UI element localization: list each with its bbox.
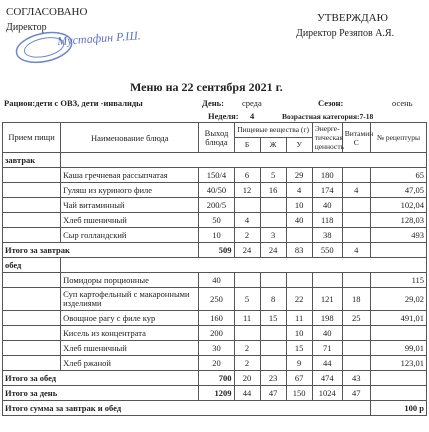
table-row — [3, 198, 427, 213]
table-row — [3, 356, 427, 371]
total-protein: 20 — [234, 371, 260, 386]
table-row — [3, 273, 427, 288]
dish-recipe: 47,05 — [370, 183, 426, 198]
total-vitamin: 4 — [342, 243, 370, 258]
dish-energy: 121 — [312, 288, 342, 311]
total-yield: 509 — [199, 243, 234, 258]
dish-vitamin — [342, 168, 370, 183]
season-value: осень — [392, 98, 413, 108]
dish-name: Хлеб ржаной — [61, 356, 199, 371]
total-yield: 1209 — [199, 386, 234, 401]
dish-yield: 160 — [199, 311, 234, 326]
dish-protein: 2 — [234, 356, 260, 371]
dish-energy: 180 — [312, 168, 342, 183]
dish-energy: 40 — [312, 198, 342, 213]
col-nutrients: Пищевые вещества (г) — [234, 123, 312, 138]
dish-protein — [234, 273, 260, 288]
dish-carb: 15 — [286, 341, 312, 356]
dish-protein: 2 — [234, 228, 260, 243]
dish-carb: 29 — [286, 168, 312, 183]
dish-fat: 5 — [260, 168, 286, 183]
col-meal: Прием пищи — [3, 123, 61, 153]
breakfast-total-row — [3, 243, 427, 258]
dish-carb — [286, 228, 312, 243]
dish-yield: 150/4 — [199, 168, 234, 183]
dish-yield: 30 — [199, 341, 234, 356]
dish-carb: 22 — [286, 288, 312, 311]
col-protein: Б — [234, 138, 260, 153]
total-vitamin: 47 — [342, 386, 370, 401]
col-dish: Наименование блюда — [61, 123, 199, 153]
col-fat: Ж — [260, 138, 286, 153]
week-label: Неделя: — [208, 111, 239, 121]
dish-yield: 40/50 — [199, 183, 234, 198]
dish-recipe: 102,04 — [370, 198, 426, 213]
total-protein: 24 — [234, 243, 260, 258]
dish-fat: 3 — [260, 228, 286, 243]
dish-energy — [312, 273, 342, 288]
dish-recipe: 491,01 — [370, 311, 426, 326]
total-carb: 150 — [286, 386, 312, 401]
dish-name: Сыр голландский — [61, 228, 199, 243]
menu-table — [2, 122, 427, 416]
signature: Мустафин Р.Ш. — [56, 28, 142, 49]
lunch-total-label: Итого за обед — [3, 371, 199, 386]
age-category-label: Возрастная категория:7-18 — [282, 112, 374, 121]
dish-yield: 20 — [199, 356, 234, 371]
total-energy: 474 — [312, 371, 342, 386]
dish-protein: 4 — [234, 213, 260, 228]
dish-fat — [260, 198, 286, 213]
total-carb: 67 — [286, 371, 312, 386]
dish-yield: 50 — [199, 213, 234, 228]
breakfast-total-label: Итого за завтрак — [3, 243, 199, 258]
dish-recipe: 99,01 — [370, 341, 426, 356]
day-total-row — [3, 386, 427, 401]
dish-vitamin — [342, 198, 370, 213]
col-vitamin: Витамин С — [342, 123, 370, 153]
dish-fat — [260, 356, 286, 371]
dish-fat — [260, 273, 286, 288]
dish-yield: 200/5 — [199, 198, 234, 213]
sum-total-value: 100 р — [370, 401, 426, 416]
table-row — [3, 288, 427, 311]
dish-fat: 8 — [260, 288, 286, 311]
dish-vitamin — [342, 356, 370, 371]
col-energy: Энерге-тическая ценность — [312, 123, 342, 153]
table-row — [3, 153, 427, 168]
dish-protein: 11 — [234, 311, 260, 326]
dish-vitamin — [342, 326, 370, 341]
table-row — [3, 326, 427, 341]
dish-protein — [234, 326, 260, 341]
dish-fat — [260, 341, 286, 356]
dish-yield: 200 — [199, 326, 234, 341]
col-yield: Выход блюда — [199, 123, 234, 153]
day-total-label: Итого за день — [3, 386, 199, 401]
dish-energy: 198 — [312, 311, 342, 326]
total-energy: 550 — [312, 243, 342, 258]
table-row — [3, 228, 427, 243]
total-vitamin: 43 — [342, 371, 370, 386]
dish-recipe: 65 — [370, 168, 426, 183]
approved-left-label: СОГЛАСОВАНО — [6, 6, 88, 18]
dish-vitamin — [342, 341, 370, 356]
total-energy: 1024 — [312, 386, 342, 401]
dish-yield: 10 — [199, 228, 234, 243]
dish-yield: 40 — [199, 273, 234, 288]
dish-energy: 118 — [312, 213, 342, 228]
total-fat: 24 — [260, 243, 286, 258]
dish-protein: 6 — [234, 168, 260, 183]
dish-carb: 10 — [286, 326, 312, 341]
day-value: среда — [242, 98, 262, 108]
dish-name: Суп картофельный с макаронными изделиями — [61, 288, 199, 311]
director-left-label: Директор — [6, 22, 47, 33]
table-row — [3, 341, 427, 356]
total-yield: 700 — [199, 371, 234, 386]
page-title: Меню на 22 сентября 2021 г. — [130, 80, 283, 94]
approved-right-label: УТВЕРЖДАЮ — [317, 12, 388, 24]
week-value: 4 — [250, 111, 255, 121]
dish-name: Хлеб пшеничный — [61, 213, 199, 228]
sum-total-row — [3, 401, 427, 416]
dish-recipe: 493 — [370, 228, 426, 243]
total-protein: 44 — [234, 386, 260, 401]
dish-name: Кисель из концентрата — [61, 326, 199, 341]
dish-carb: 4 — [286, 183, 312, 198]
col-recipe: № рецептуры — [370, 123, 426, 153]
table-row — [3, 168, 427, 183]
total-fat: 23 — [260, 371, 286, 386]
dish-protein: 2 — [234, 341, 260, 356]
dish-recipe: 123,01 — [370, 356, 426, 371]
dish-carb: 9 — [286, 356, 312, 371]
total-fat: 47 — [260, 386, 286, 401]
sum-total-label: Итого сумма за завтрак и обед — [3, 401, 371, 416]
dish-fat — [260, 213, 286, 228]
dish-fat: 15 — [260, 311, 286, 326]
dish-carb: 40 — [286, 213, 312, 228]
ration-label: Рацион:дети с ОВЗ, дети -инвалиды — [4, 98, 143, 108]
table-row — [3, 311, 427, 326]
dish-vitamin — [342, 213, 370, 228]
total-carb: 83 — [286, 243, 312, 258]
dish-carb — [286, 273, 312, 288]
day-label: День: — [202, 98, 224, 108]
dish-energy: 38 — [312, 228, 342, 243]
dish-name: Гуляш из куриного филе — [61, 183, 199, 198]
dish-fat: 16 — [260, 183, 286, 198]
col-carb: У — [286, 138, 312, 153]
dish-energy: 40 — [312, 326, 342, 341]
dish-vitamin — [342, 228, 370, 243]
dish-yield: 250 — [199, 288, 234, 311]
dish-recipe: 29,02 — [370, 288, 426, 311]
dish-carb: 11 — [286, 311, 312, 326]
meal-label-breakfast: завтрак — [3, 153, 61, 168]
dish-carb: 10 — [286, 198, 312, 213]
meal-label-lunch: обед — [3, 258, 61, 273]
dish-protein: 12 — [234, 183, 260, 198]
dish-recipe: 128,03 — [370, 213, 426, 228]
dish-energy: 71 — [312, 341, 342, 356]
dish-vitamin: 4 — [342, 183, 370, 198]
dish-energy: 44 — [312, 356, 342, 371]
lunch-total-row — [3, 371, 427, 386]
dish-name: Чай витаминный — [61, 198, 199, 213]
dish-protein — [234, 198, 260, 213]
dish-name: Овощное рагу с филе кур — [61, 311, 199, 326]
season-label: Сезон: — [318, 98, 344, 108]
dish-fat — [260, 326, 286, 341]
table-row — [3, 258, 427, 273]
dish-energy: 174 — [312, 183, 342, 198]
table-row — [3, 183, 427, 198]
dish-protein: 5 — [234, 288, 260, 311]
dish-vitamin — [342, 273, 370, 288]
dish-name: Помидоры порционные — [61, 273, 199, 288]
dish-vitamin: 25 — [342, 311, 370, 326]
director-right-label: Директор Резяпов А.Я. — [296, 28, 395, 39]
table-row — [3, 213, 427, 228]
table-header-row — [3, 123, 427, 138]
dish-name: Каша гречневая рассыпчатая — [61, 168, 199, 183]
dish-recipe — [370, 326, 426, 341]
dish-recipe: 115 — [370, 273, 426, 288]
dish-name: Хлеб пшеничный — [61, 341, 199, 356]
dish-vitamin: 18 — [342, 288, 370, 311]
